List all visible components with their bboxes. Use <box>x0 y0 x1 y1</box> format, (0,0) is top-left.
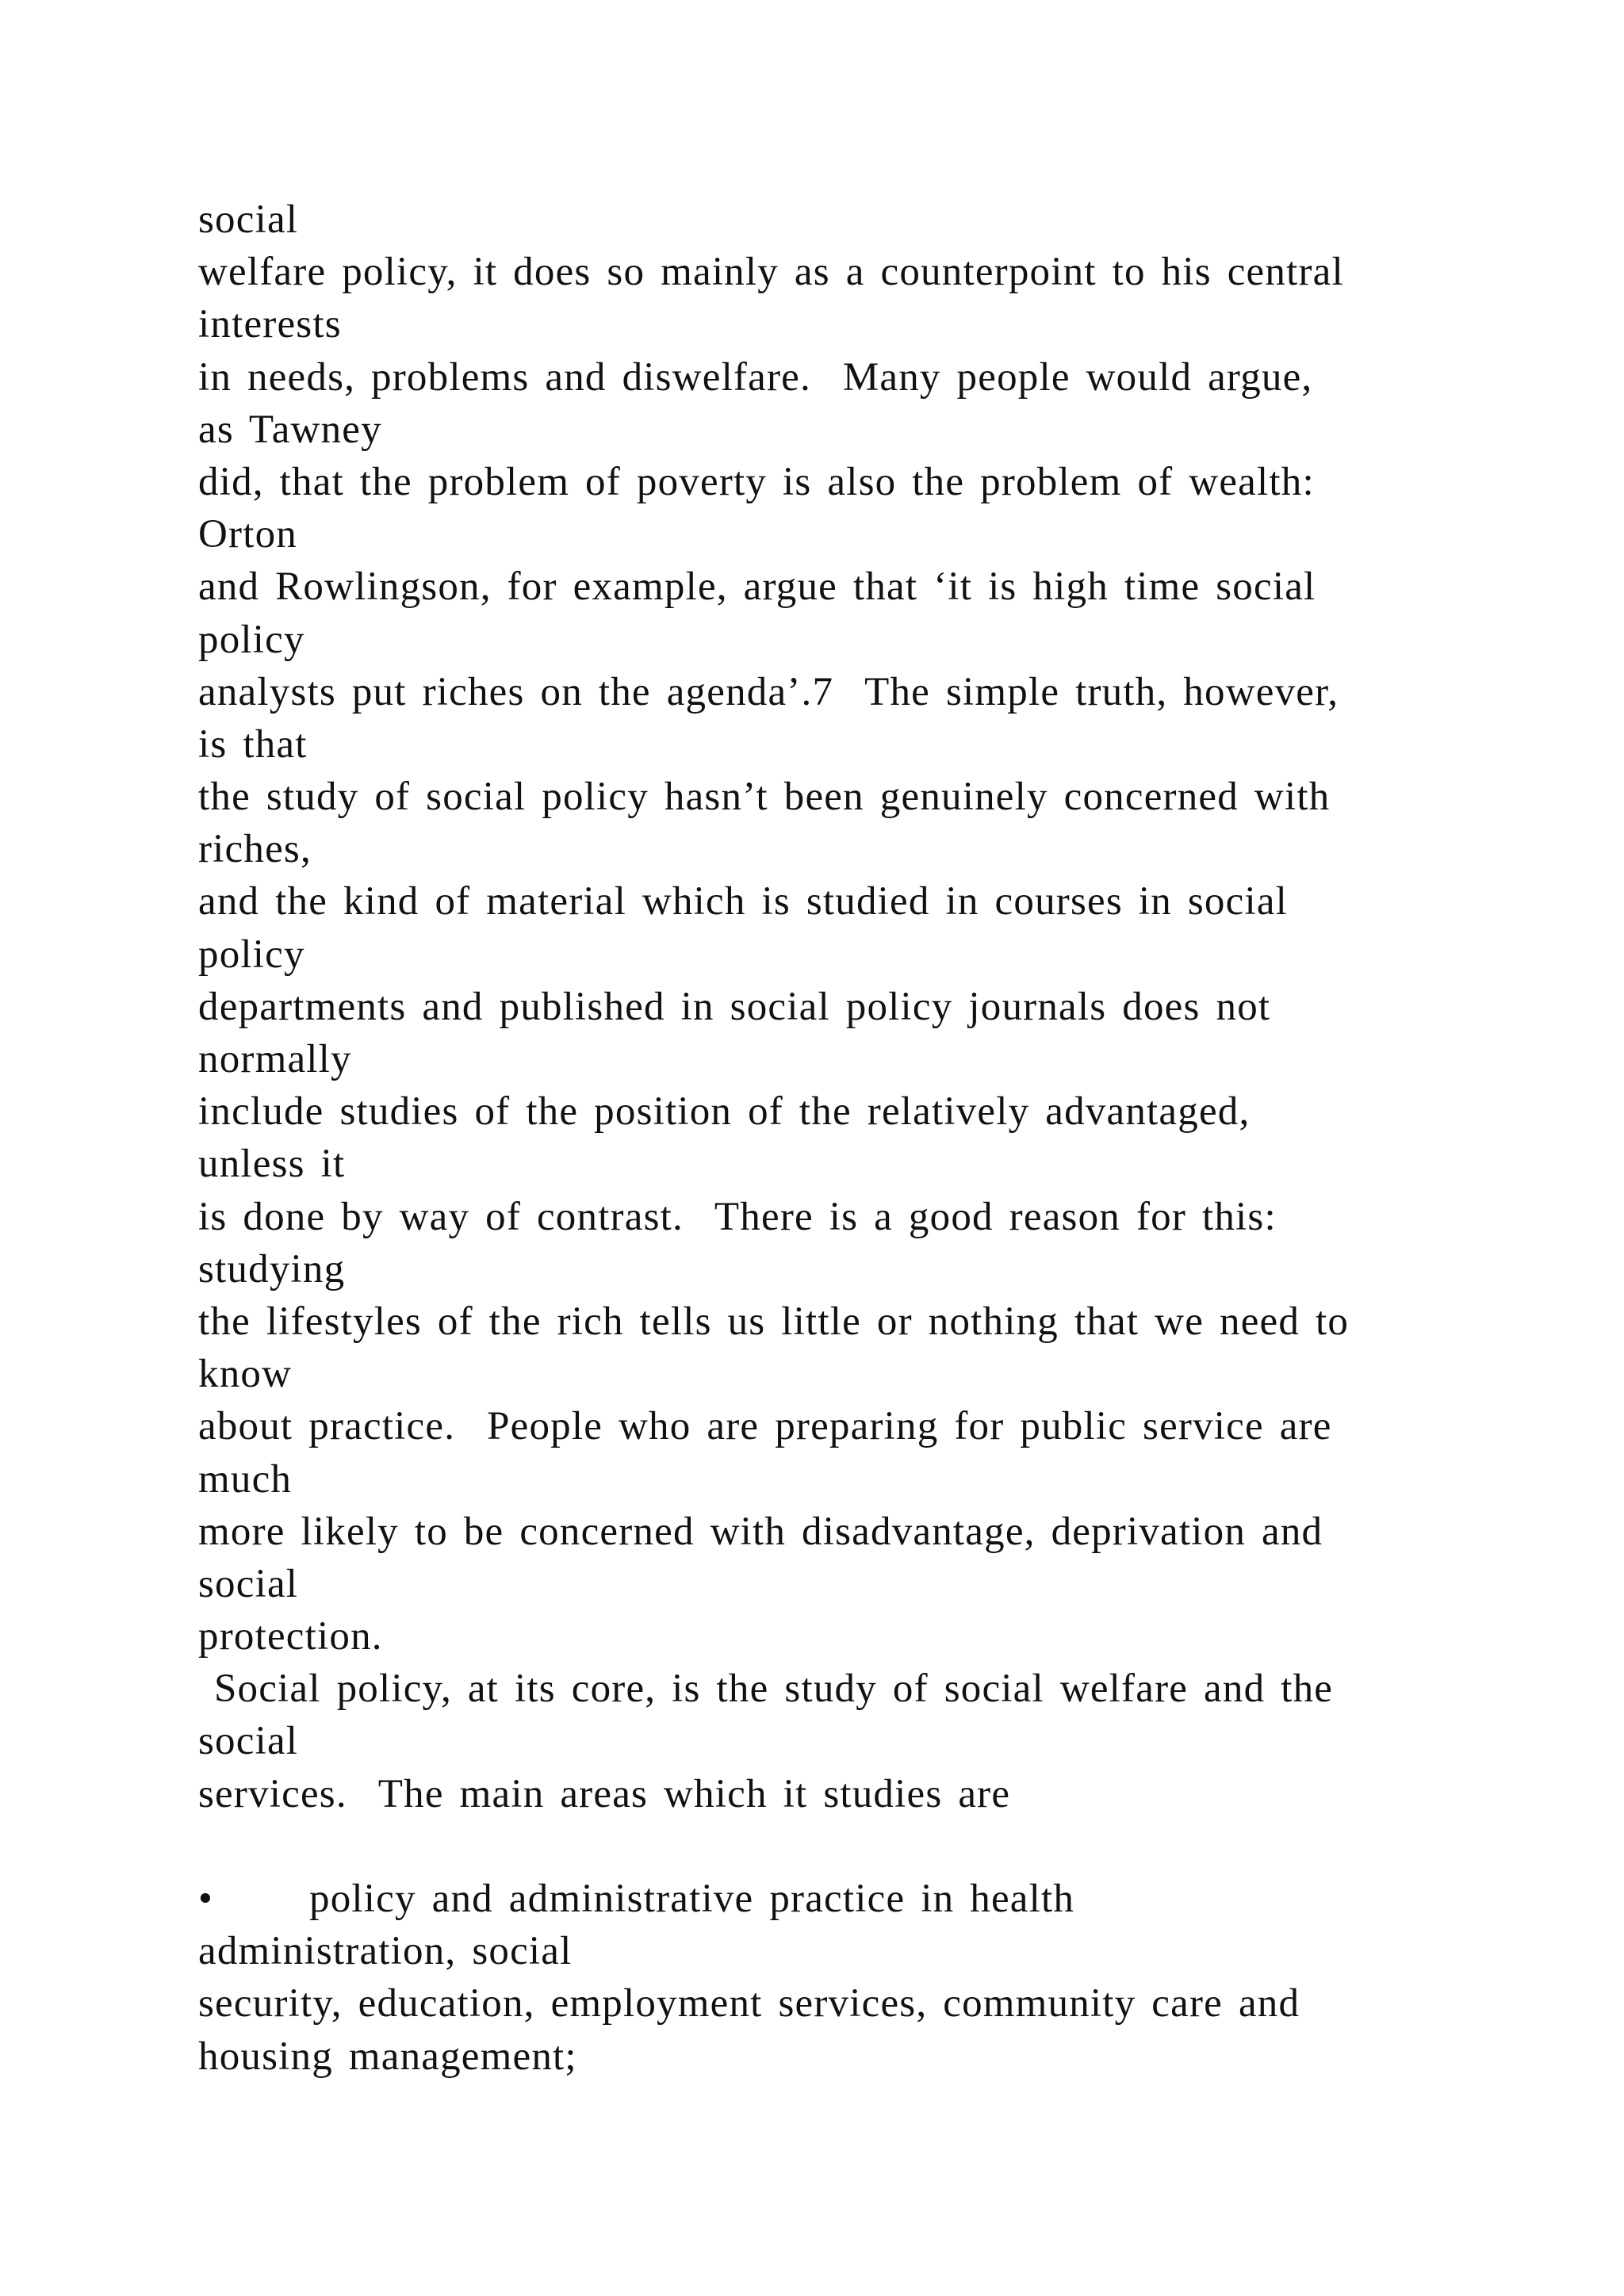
text-line: the study of social policy hasn’t been genuinely concerned with <box>198 775 1331 820</box>
text-line: include studies of the position of the relatively advantaged, <box>198 1089 1251 1135</box>
bullet-item <box>198 1873 1530 1925</box>
text-line: is that <box>198 721 308 767</box>
text-line: is done by way of contrast. There is a good reason for this: <box>198 1194 1277 1239</box>
text-line: and the kind of material which is studied in courses in social <box>198 879 1289 924</box>
text-line: in needs, problems and diswelfare. Many people would argue, <box>198 354 1313 400</box>
text-line: analysts put riches on the agenda’.7 The simple truth, however, <box>198 669 1339 714</box>
text-line: studying <box>198 1246 346 1292</box>
text-line: unless it <box>198 1142 346 1187</box>
text-line: more likely to be concerned with disadvantage, deprivation and <box>198 1509 1323 1554</box>
text-line: the lifestyles of the rich tells us little or nothing that we need to <box>198 1299 1350 1344</box>
text-line: interests <box>198 302 342 347</box>
text-line: welfare policy, it does so mainly as a counterpoint to his central <box>198 250 1344 295</box>
bullet-marker: • <box>198 1877 214 1921</box>
text-line: normally <box>198 1037 352 1081</box>
blank-line <box>198 1820 1530 1873</box>
text-line: riches, <box>198 827 312 872</box>
text-line: much <box>198 1456 293 1502</box>
bullet-item-text: policy and administrative practice in health <box>309 1877 1075 1921</box>
text-line: protection. <box>198 1614 383 1659</box>
bullet-continuation-line: administration, social <box>198 1929 573 1974</box>
text-line: know <box>198 1352 293 1397</box>
text-line: policy <box>198 617 305 662</box>
text-line: policy <box>198 932 305 977</box>
bullet-continuation-line: housing management; <box>198 2034 577 2079</box>
bullet-continuation-line: security, education, employment services, community care and <box>198 1981 1300 2026</box>
text-line: about practice. People who are preparing for public service are <box>198 1404 1332 1449</box>
text-line: social <box>198 197 299 242</box>
text-line: and Rowlingson, for example, argue that ‘it is high time social <box>198 564 1316 610</box>
text-line: as Tawney <box>198 407 382 452</box>
text-line: Social policy, at its core, is the study of social welfare and the <box>198 1667 1334 1712</box>
text-line: did, that the problem of poverty is also the problem of wealth: <box>198 459 1315 504</box>
text-line: Orton <box>198 512 297 557</box>
text-line: departments and published in social policy journals does not <box>198 984 1271 1029</box>
text-line: social <box>198 1719 299 1764</box>
text-line: social <box>198 1561 299 1606</box>
text-line: services. The main areas which it studies are <box>198 1771 1011 1816</box>
body-text <box>198 193 1530 2083</box>
